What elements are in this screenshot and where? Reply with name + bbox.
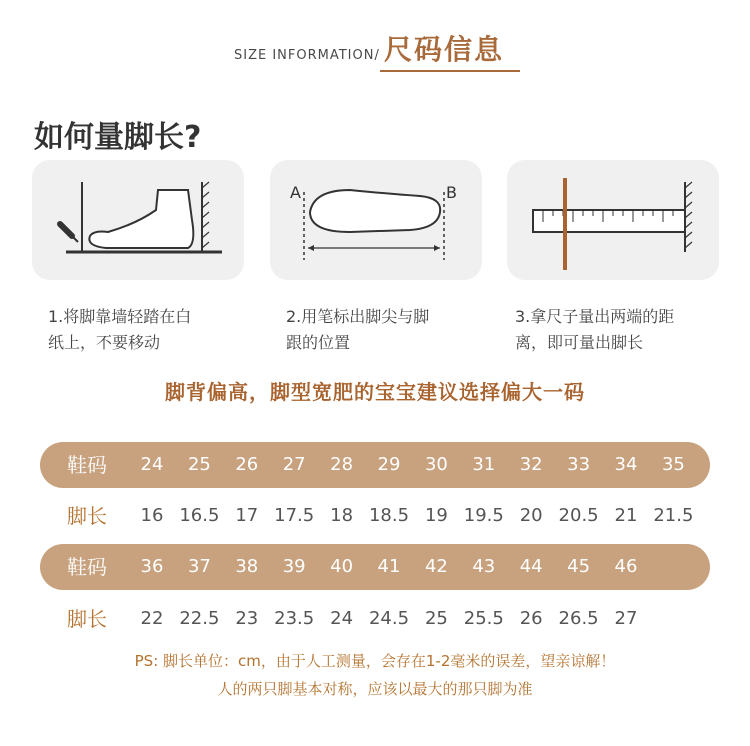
note-line-2: 人的两只脚基本对称，应该以最大的那只脚为准 (217, 680, 533, 698)
step-2-line1: 2.用笔标出脚尖与脚 (286, 307, 430, 326)
foot-length-row-1 (40, 493, 710, 539)
step-2-line2: 跟的位置 (286, 333, 351, 352)
shoe-size-cell: 40 (330, 556, 354, 577)
step-1-line2: 纸上，不要移动 (48, 333, 161, 352)
label-a: A (290, 183, 301, 202)
shoe-size-cell: 39 (282, 556, 306, 577)
shoe-size-cell: 28 (330, 454, 354, 475)
shoe-size-cell: 36 (140, 556, 164, 577)
foot-length-cell: 18.5 (368, 505, 410, 526)
shoe-size-label: 鞋码 (67, 555, 107, 579)
size-tip: 脚背偏高，脚型宽肥的宝宝建议选择偏大一码 (165, 380, 585, 404)
step-1-text (48, 304, 238, 356)
foot-length-cell: 21 (614, 505, 638, 526)
foot-length-cell: 25.5 (463, 608, 504, 629)
shoe-size-cell: 38 (235, 556, 259, 577)
foot-length-cell: 23.5 (274, 608, 315, 629)
header-en-title: SIZE INFORMATION/ (234, 48, 380, 63)
foot-length-cell: 19.5 (463, 505, 504, 526)
shoe-size-cell: 32 (519, 454, 543, 475)
shoe-size-cell: 43 (472, 556, 496, 577)
label-b: B (446, 183, 457, 202)
shoe-size-cell: 29 (377, 454, 401, 475)
foot-length-cell: 22.5 (179, 608, 220, 629)
foot-length-cell: 24 (330, 608, 354, 629)
section-header (0, 22, 750, 82)
foot-length-label: 脚长 (67, 607, 107, 631)
step-3-card (507, 160, 719, 280)
foot-length-cell: 18 (330, 505, 354, 526)
step-3-line1: 3.拿尺子量出两端的距 (515, 307, 675, 326)
shoe-size-cell: 27 (282, 454, 306, 475)
step-1-line1: 1.将脚靠墙轻踏在白 (48, 307, 192, 326)
foot-length-cell: 26 (519, 608, 543, 629)
step-3-text (515, 304, 725, 356)
foot-length-cell: 16 (140, 505, 164, 526)
shoe-size-label: 鞋码 (67, 453, 107, 477)
foot-length-cell: 20 (519, 505, 543, 526)
note-line-1: PS: 脚长单位：cm，由于人工测量，会存在1-2毫米的误差，望亲谅解！ (134, 652, 616, 670)
foot-against-wall-icon (32, 160, 244, 280)
foot-length-cell: 27 (614, 608, 638, 629)
shoe-size-cell: 33 (567, 454, 591, 475)
shoe-size-cell: 25 (187, 454, 211, 475)
shoe-size-row-1 (40, 442, 710, 488)
shoe-size-cell: 41 (377, 556, 401, 577)
foot-length-cell: 16.5 (179, 505, 220, 526)
step-2-text (286, 304, 476, 356)
foot-length-cell: 17 (235, 505, 259, 526)
shoe-size-row-2 (40, 544, 710, 590)
header-underline (380, 70, 520, 72)
shoe-size-cell: 42 (424, 556, 448, 577)
footprint-marking-icon (270, 160, 482, 280)
foot-length-cell: 20.5 (558, 505, 599, 526)
foot-length-label: 脚长 (67, 504, 107, 528)
foot-length-cell: 22 (140, 608, 164, 629)
shoe-size-cell: 35 (661, 454, 685, 475)
step-2-card (270, 160, 482, 280)
step-3-line2: 离，即可量出脚长 (515, 333, 644, 352)
shoe-size-cell: 34 (614, 454, 638, 475)
step-1-card (32, 160, 244, 280)
shoe-size-cell: 44 (519, 556, 543, 577)
shoe-size-cell: 30 (424, 454, 448, 475)
header-cn-title: 尺码信息 (384, 33, 505, 66)
how-to-measure-title: 如何量脚长? (34, 120, 202, 155)
foot-length-cell: 21.5 (653, 505, 694, 526)
shoe-size-cell: 46 (614, 556, 638, 577)
ruler-measure-icon (507, 160, 719, 280)
foot-length-cell: 26.5 (558, 608, 599, 629)
shoe-size-cell: 24 (140, 454, 164, 475)
foot-length-cell: 19 (424, 505, 448, 526)
foot-length-cell: 23 (235, 608, 259, 629)
foot-length-cell: 17.5 (274, 505, 315, 526)
shoe-size-cell: 26 (235, 454, 259, 475)
foot-length-row-2 (40, 596, 710, 642)
foot-length-cell: 24.5 (368, 608, 410, 629)
foot-length-cell: 25 (424, 608, 448, 629)
shoe-size-cell: 45 (567, 556, 591, 577)
shoe-size-cell: 37 (187, 556, 211, 577)
shoe-size-cell: 31 (472, 454, 496, 475)
